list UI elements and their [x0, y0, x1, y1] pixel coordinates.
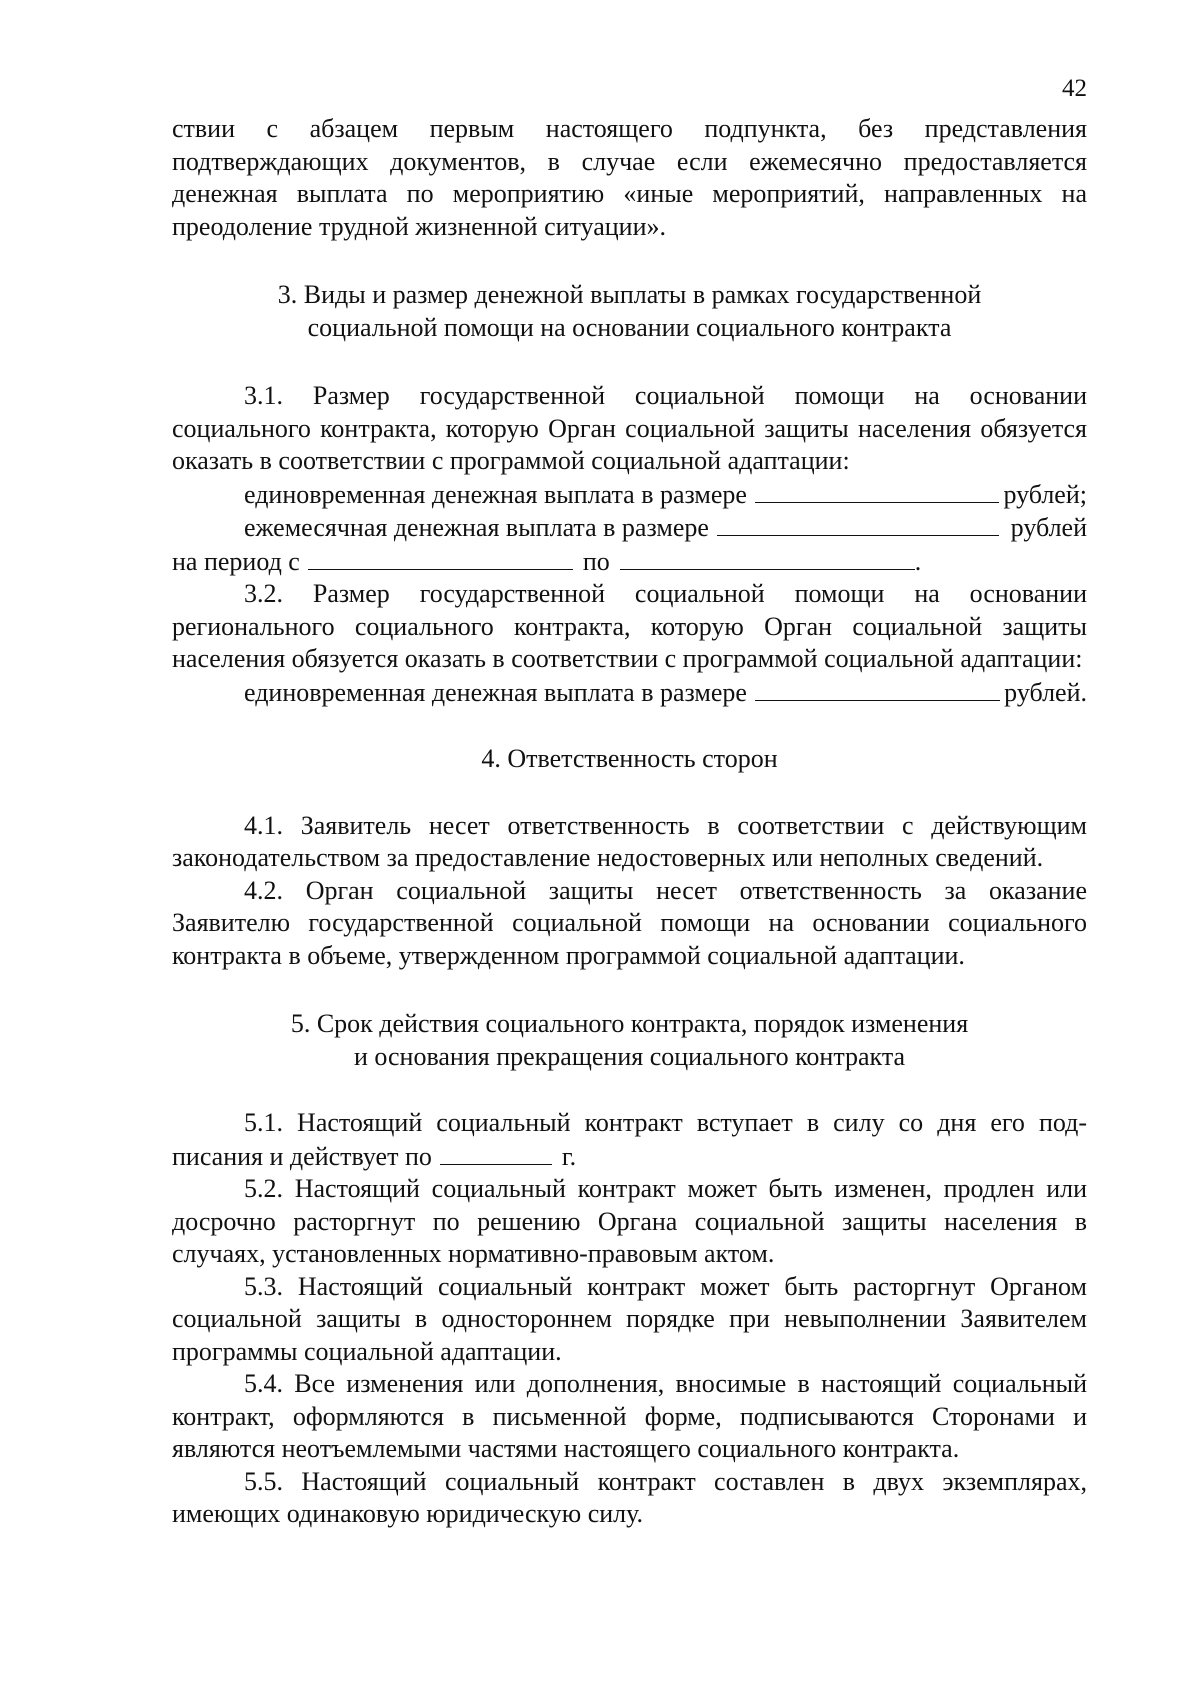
clause-3-1-monthly-row [172, 511, 1087, 545]
clause-3-2: 3.2. Размер государственной социальной помощи на основании регионального социального контракта, которую Орган социальной защиты населения обязуется оказать в соответствии с программой социальной адаптации: [172, 579, 1087, 673]
section-3-heading [172, 279, 1087, 344]
regional-lump-sum-label: единовременная денежная выплата в размере [244, 677, 747, 707]
section-3-heading-line-1: 3. Виды и размер денежной выплаты в рамках государственной [277, 280, 982, 309]
period-from-blank [308, 545, 573, 570]
clause-3-2-lump-sum-row [172, 676, 1087, 710]
lump-sum-amount-blank [755, 478, 999, 503]
clause-5-1-line-1: 5.1. Настоящий социальный контракт вступает в силу со дня его под- [244, 1108, 1087, 1137]
period-end: . [914, 546, 922, 576]
clause-3-1-period-row [172, 545, 1087, 579]
section-5-heading [172, 1008, 1087, 1073]
period-from-label: на период с [172, 546, 300, 576]
clause-5-5: 5.5. Настоящий социальный контракт составлен в двух экземплярах, имеющих одинаковую юридическую силу. [172, 1466, 1087, 1528]
section-3-heading-line-2: социальной помощи на основании социального контракта [307, 312, 952, 342]
regional-lump-sum-unit: рублей. [1004, 677, 1087, 707]
section-4-heading: 4. Ответственность сторон [481, 744, 778, 773]
document-body [172, 113, 1087, 1531]
lump-sum-label: единовременная денежная выплата в размере [244, 479, 747, 509]
period-to-label: по [582, 546, 610, 576]
clause-5-2: 5.2. Настоящий социальный контракт может быть изменен, продлен или досрочно расторгнут по решению Органа социальной защиты населения в случаях, установленных нормативно-правовым актом. [172, 1174, 1087, 1268]
section-5-heading-line-2: и основания прекращения социального контракта [353, 1041, 906, 1071]
intro-paragraph: ствии с абзацем первым настоящего подпункта, без представления подтверждающих документов, в случае если ежемесячно предоставляется денежная выплата по мероприятию «иные мероприятий, направленных на преодоление трудной жизненной ситуации». [172, 114, 1087, 241]
period-to-blank [620, 545, 915, 570]
section-5-heading-line-1: 5. Срок действия социального контракта, порядок изменения [290, 1009, 969, 1038]
lump-sum-unit: рублей; [1003, 479, 1087, 509]
clause-4-2: 4.2. Орган социальной защиты несет ответственность за оказание Заявителю государственной социальной помощи на основании социального контракта в объеме, утвержденном программой социальной адаптации. [172, 875, 1087, 970]
clause-4-1: 4.1. Заявитель несет ответственность в соответствии с действующим законодательством за предоставление недостоверных или неполных сведений. [172, 810, 1087, 872]
clause-5-4: 5.4. Все изменения или дополнения, вносимые в настоящий социальный контракт, оформляются в письменной форме, подписываются Сторонами и являются неотъемлемыми частями настоящего социального контракта. [172, 1369, 1087, 1463]
clause-5-1-line-2 [172, 1140, 1087, 1174]
monthly-amount-blank [717, 511, 999, 536]
clause-5-3: 5.3. Настоящий социальный контракт может быть расторгнут Органом социальной защиты в одностороннем порядке при невыполнении Заявителем программы социальной адаптации. [172, 1271, 1087, 1366]
valid-until-date-blank [440, 1140, 552, 1165]
clause-3-1: 3.1. Размер государственной социальной помощи на основании социального контракта, которую Орган социальной защиты населения обязуется оказать в соответствии с программой социальной адаптации: [172, 381, 1087, 475]
page-number: 42 [1062, 75, 1087, 102]
valid-until-label: писания и действует по [172, 1141, 432, 1171]
valid-until-year-suffix: г. [561, 1141, 577, 1171]
monthly-unit: рублей [1010, 513, 1087, 542]
regional-lump-sum-amount-blank [755, 676, 1000, 701]
clause-3-1-lump-sum-row [172, 478, 1087, 512]
monthly-label: ежемесячная денежная выплата в размере [244, 513, 709, 542]
